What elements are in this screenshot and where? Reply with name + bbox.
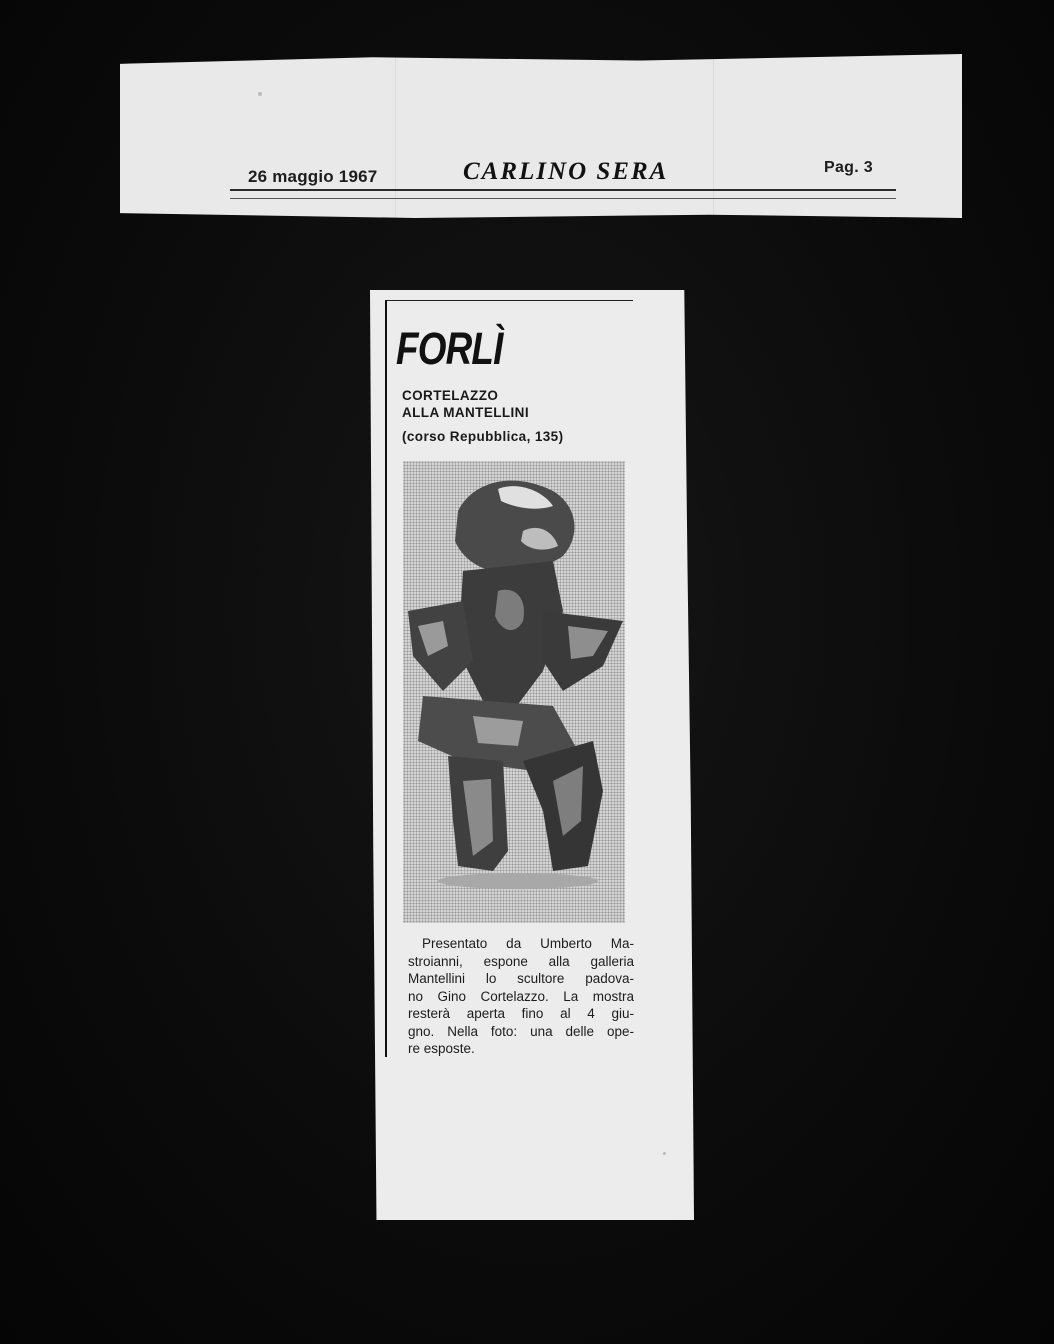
subhead-address: (corso Repubblica, 135) bbox=[402, 429, 564, 444]
article-left-rule bbox=[385, 300, 387, 1057]
newspaper-masthead: CARLINO SERA bbox=[463, 158, 669, 185]
dust-speck bbox=[258, 92, 262, 96]
caption-line: gno. Nella foto: una delle ope- bbox=[408, 1023, 634, 1039]
dust-speck bbox=[663, 1152, 666, 1155]
caption-line: stroianni, espone alla galleria bbox=[408, 953, 634, 969]
masthead-rule-thin bbox=[230, 198, 896, 199]
article-top-rule bbox=[385, 300, 633, 301]
masthead-rule bbox=[230, 189, 896, 191]
publication-date: 26 maggio 1967 bbox=[248, 167, 378, 186]
page-number: Pag. 3 bbox=[824, 159, 873, 176]
caption-line: Mantellini lo scultore padova- bbox=[408, 971, 634, 986]
newspaper-header-strip bbox=[120, 54, 962, 218]
sculpture-illustration bbox=[403, 461, 625, 923]
subhead-line: ALLA MANTELLINI bbox=[402, 405, 529, 420]
paper-fold-line bbox=[713, 54, 714, 218]
photo-caption bbox=[408, 935, 634, 1058]
section-title: FORLÌ bbox=[396, 323, 503, 374]
caption-line: Presentato da Umberto Ma- bbox=[422, 936, 634, 951]
caption-line: no Gino Cortelazzo. La mostra bbox=[408, 988, 634, 1004]
subhead-line: CORTELAZZO bbox=[402, 388, 499, 403]
sculpture-photo bbox=[403, 461, 625, 923]
caption-line: re esposte. bbox=[408, 1041, 475, 1056]
caption-line: resterà aperta fino al 4 giu- bbox=[408, 1006, 634, 1021]
paper-fold-line bbox=[395, 54, 396, 218]
